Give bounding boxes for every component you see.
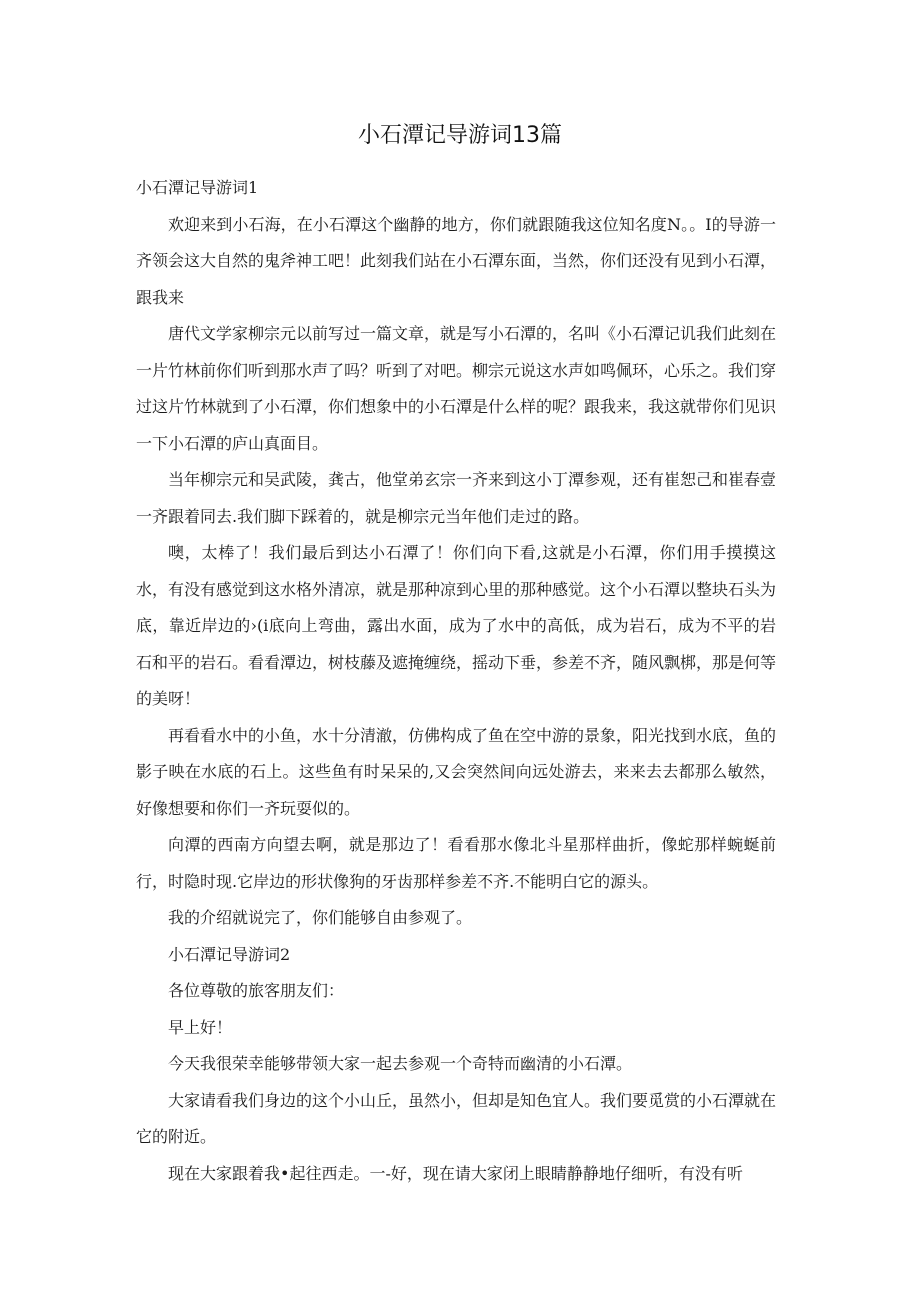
paragraph: 我的介绍就说完了，你们能够自由参观了。 — [168, 908, 473, 927]
section-heading-2: 小石潭记导游词2 — [168, 944, 291, 964]
paragraph: 欢迎来到小石海，在小石潭这个幽静的地方，你们就跟随我这位知名度N。。I的导游一齐领会这大自然的鬼斧神工吧！此刻我们站在小石潭东面，当然，你们还没有见到小石潭，跟我来 — [136, 214, 777, 307]
section-heading-1: 小石潭记导游词1 — [136, 178, 259, 197]
paragraph: 早上好！ — [168, 1017, 233, 1037]
paragraph: 各位尊敬的旅客朋友们： — [168, 981, 345, 1000]
document-body — [136, 170, 776, 1192]
document-title: 小石潭记导游词13篇 — [358, 123, 562, 148]
paragraph: 再看看水中的小鱼，水十分清澈，仿佛构成了鱼在空中游的景象，阳光找到水底，鱼的影子映在水底的石上。这些鱼有时呆呆的,又会突然间向远处游去，来来去去都那么敏然，好像想要和你们一齐玩耍似的。 — [136, 725, 777, 818]
paragraph: 大家请看我们身边的这个小山丘，虽然小，但却是知色宜人。我们要觅赏的小石潭就在它的附近。 — [136, 1090, 777, 1146]
paragraph: 今天我很荣幸能够带领大家一起去参观一个奇特而幽清的小石潭。 — [168, 1054, 633, 1073]
paragraph: 当年柳宗元和吴武陵，龚古，他堂弟玄宗一齐来到这小丁潭参观，还有崔恕己和崔春壹一齐跟着同去.我们脚下踩着的，就是柳宗元当年他们走过的路。 — [136, 470, 777, 526]
paragraph: 向潭的西南方向望去啊，就是那边了！看看那水像北斗星那样曲折，像蛇那样蜿蜒前行，时隐时现.它岸边的形状像狗的牙齿那样参差不齐.不能明白它的源头。 — [136, 835, 776, 891]
paragraph: 噢，太棒了！我们最后到达小石潭了！你们向下看,这就是小石潭，你们用手摸摸这水，有没有感觉到这水格外清凉，就是那种凉到心里的那种感觉。这个小石潭以整块石头为底，靠近岸边的›(i底向上弯曲，露出水面，成为了水中的高低，成为岩石，成为不平的岩石和平的岩石。看看潭边，树枝藤及遮掩缠绕，摇动下垂，参差不齐，随风飘梆，那是何等的美呀！ — [136, 543, 777, 708]
paragraph: 现在大家跟着我•起往西走。一-好，现在请大家闭上眼睛静静地仔细听，有没有听 — [168, 1163, 743, 1183]
paragraph: 唐代文学家柳宗元以前写过一篇文章，就是写小石潭的，名叫《小石潭记讥我们此刻在一片竹林前你们听到那水声了吗？听到了对吧。柳宗元说这水声如鸣佩环，心乐之。我们穿过这片竹林就到了小石潭，你们想象中的小石潭是什么样的呢？跟我来，我这就带你们见识一下小石潭的庐山真面目。 — [136, 324, 777, 453]
